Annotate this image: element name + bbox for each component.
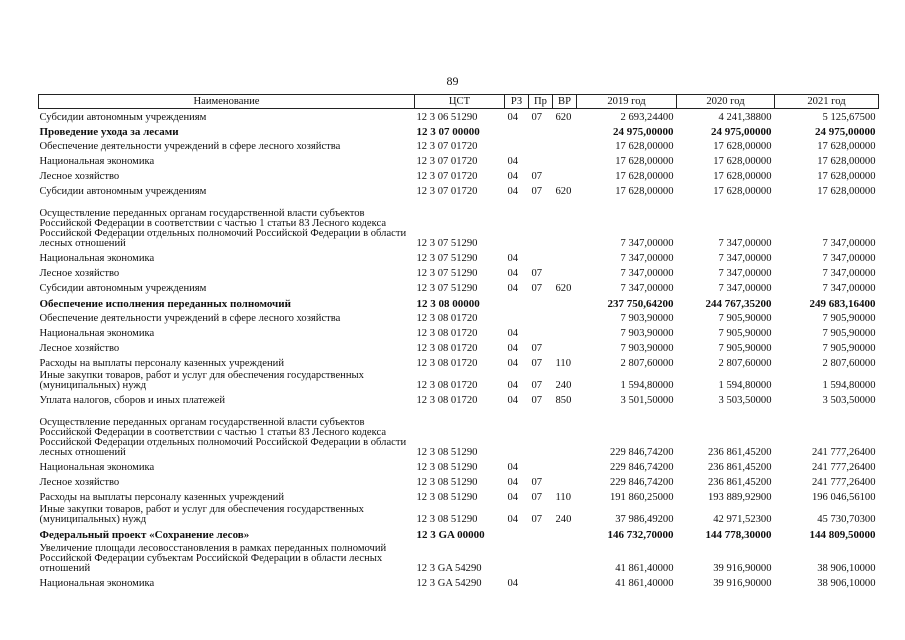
row-name: Проведение ухода за лесами: [39, 125, 179, 138]
row-pr: [529, 198, 553, 250]
row-cst: 12 3 07 01720: [416, 140, 478, 152]
row-2021: 241 777,26400: [811, 476, 876, 488]
row-2021: 17 628,00000: [817, 185, 876, 197]
table-row: [39, 153, 879, 168]
row-2020: 7 905,90000: [718, 327, 772, 339]
table-row: [39, 474, 879, 489]
row-2019: 41 861,40000: [615, 577, 674, 589]
row-name: Субсидии автономным учреждениям: [39, 282, 207, 294]
row-rz: 04: [507, 461, 519, 473]
table-row: [39, 295, 879, 310]
row-pr: 07: [531, 267, 543, 279]
row-pr: [529, 310, 553, 325]
row-name: Обеспечение деятельности учреждений в сфере лесного хозяйства: [39, 312, 341, 324]
row-2019: 17 628,00000: [615, 155, 674, 167]
table-row: [39, 489, 879, 504]
row-2019: 7 347,00000: [620, 237, 674, 249]
table-row: [39, 407, 879, 459]
row-vr: [553, 265, 577, 280]
table-row: [39, 575, 879, 590]
row-cst: 12 3 08 01720: [416, 327, 478, 339]
row-pr: 07: [531, 513, 543, 525]
row-rz: [505, 407, 529, 459]
row-2021: 38 906,10000: [817, 577, 876, 589]
row-rz: 04: [507, 170, 519, 182]
row-name: Национальная экономика: [39, 155, 155, 167]
row-2021: 7 347,00000: [822, 267, 876, 279]
row-2021: 7 347,00000: [822, 252, 876, 264]
row-cst: 12 3 07 01720: [416, 170, 478, 182]
table-row: [39, 168, 879, 183]
row-rz: 04: [507, 577, 519, 589]
row-vr: [553, 459, 577, 474]
table-header: [39, 95, 879, 109]
row-vr: [553, 250, 577, 265]
row-2020: 17 628,00000: [713, 140, 772, 152]
row-rz: [505, 198, 529, 250]
row-vr: [553, 407, 577, 459]
row-name: Федеральный проект «Сохранение лесов»: [39, 528, 250, 541]
budget-table: [38, 94, 879, 590]
table-row: [39, 541, 879, 575]
row-pr: [529, 124, 553, 138]
row-pr: 07: [531, 379, 543, 391]
row-cst: 12 3 07 51290: [416, 267, 478, 279]
row-name: Субсидии автономным учреждениям: [39, 111, 207, 123]
row-name: Национальная экономика: [39, 327, 155, 339]
row-rz: [505, 541, 529, 575]
row-rz: 04: [507, 491, 519, 503]
row-2019: 229 846,74200: [609, 461, 674, 473]
table-row: [39, 392, 879, 407]
row-cst: 12 3 07 51290: [416, 237, 478, 249]
row-2020: 7 347,00000: [718, 282, 772, 294]
row-2021: 7 905,90000: [822, 327, 876, 339]
page-number: 89: [446, 74, 459, 88]
header-rz: РЗ: [505, 95, 529, 109]
row-2020: 17 628,00000: [713, 185, 772, 197]
row-vr: [553, 310, 577, 325]
row-vr: [553, 168, 577, 183]
row-pr: 07: [531, 342, 543, 354]
row-cst: 12 3 08 01720: [416, 312, 478, 324]
row-vr: 240: [555, 379, 572, 391]
row-rz: 04: [507, 379, 519, 391]
row-2020: 17 628,00000: [713, 155, 772, 167]
row-name: Лесное хозяйство: [39, 170, 120, 182]
row-2019: 7 903,90000: [620, 342, 674, 354]
row-2020: 236 861,45200: [707, 446, 772, 458]
row-rz: 04: [507, 476, 519, 488]
row-pr: [529, 575, 553, 590]
table-row: [39, 526, 879, 541]
row-rz: 04: [507, 282, 519, 294]
table-row: [39, 459, 879, 474]
row-2021: 17 628,00000: [817, 155, 876, 167]
table-row: [39, 138, 879, 153]
row-2019: 146 732,70000: [607, 528, 674, 541]
row-cst: 12 3 07 51290: [416, 282, 478, 294]
row-cst: 12 3 08 51290: [416, 491, 478, 503]
row-cst: 12 3 07 01720: [416, 155, 478, 167]
row-cst: 12 3 08 51290: [416, 513, 478, 525]
row-2019: 7 903,90000: [620, 327, 674, 339]
row-rz: [505, 526, 529, 541]
row-rz: [505, 138, 529, 153]
header-name: Наименование: [39, 95, 415, 109]
row-cst: 12 3 08 01720: [416, 357, 478, 369]
row-name: Иные закупки товаров, работ и услуг для обеспечения государственных (муниципальных) нужд: [39, 369, 364, 391]
row-cst: 12 3 06 51290: [416, 111, 478, 123]
table-row: [39, 504, 879, 526]
row-2020: 144 778,30000: [705, 528, 772, 541]
row-name: Субсидии автономным учреждениям: [39, 185, 207, 197]
row-rz: 04: [507, 357, 519, 369]
row-2020: 236 861,45200: [707, 461, 772, 473]
row-cst: 12 3 08 51290: [416, 446, 478, 458]
header-vr: ВР: [553, 95, 577, 109]
row-2021: 38 906,10000: [817, 562, 876, 574]
row-name: Национальная экономика: [39, 461, 155, 473]
row-2020: 3 503,50000: [718, 394, 772, 406]
row-2021: 7 347,00000: [822, 282, 876, 294]
row-2019: 229 846,74200: [609, 446, 674, 458]
row-rz: [505, 310, 529, 325]
row-2020: 42 971,52300: [713, 513, 772, 525]
row-rz: 04: [507, 111, 519, 123]
row-name: Осуществление переданных органам государственной власти субъектов Российской Федерации в соответствии с частью 1 статьи 83 Лесного кодекса Российской Федерации отдельных полномочий Российской Федерации в области лесных отношений: [39, 207, 407, 249]
row-2020: 17 628,00000: [713, 170, 772, 182]
row-2019: 1 594,80000: [620, 379, 674, 391]
row-cst: 12 3 08 51290: [416, 461, 478, 473]
row-2019: 2 807,60000: [620, 357, 674, 369]
row-rz: 04: [507, 342, 519, 354]
row-vr: [553, 153, 577, 168]
row-2020: 7 905,90000: [718, 312, 772, 324]
row-cst: 12 3 08 51290: [416, 476, 478, 488]
row-vr: [553, 526, 577, 541]
row-2019: 24 975,00000: [613, 125, 674, 138]
row-2020: 2 807,60000: [718, 357, 772, 369]
row-rz: 04: [507, 155, 519, 167]
row-cst: 12 3 GA 54290: [416, 562, 482, 574]
row-vr: 620: [555, 282, 572, 294]
row-vr: [553, 138, 577, 153]
row-vr: [553, 541, 577, 575]
row-pr: 07: [531, 394, 543, 406]
row-2019: 3 501,50000: [620, 394, 674, 406]
row-cst: 12 3 08 00000: [416, 297, 480, 310]
table-row: [39, 325, 879, 340]
header-2019: 2019 год: [577, 95, 677, 109]
table-row: [39, 265, 879, 280]
row-cst: 12 3 08 01720: [416, 379, 478, 391]
row-2019: 17 628,00000: [615, 170, 674, 182]
row-vr: 850: [555, 394, 572, 406]
table-row: [39, 109, 879, 124]
row-2021: 196 046,56100: [811, 491, 876, 503]
row-2019: 237 750,64200: [607, 297, 674, 310]
row-2020: 1 594,80000: [718, 379, 772, 391]
row-2021: 3 503,50000: [822, 394, 876, 406]
table-row: [39, 370, 879, 392]
table-row: [39, 198, 879, 250]
row-2021: 7 905,90000: [822, 312, 876, 324]
row-vr: [553, 575, 577, 590]
header-pr: Пр: [529, 95, 553, 109]
row-vr: 110: [555, 357, 571, 369]
row-rz: 04: [507, 185, 519, 197]
row-rz: [505, 124, 529, 138]
row-2019: 41 861,40000: [615, 562, 674, 574]
row-2021: 24 975,00000: [815, 125, 876, 138]
row-2021: 7 905,90000: [822, 342, 876, 354]
row-pr: [529, 138, 553, 153]
row-2020: 244 767,35200: [705, 297, 772, 310]
table-row: [39, 340, 879, 355]
row-cst: 12 3 GA 00000: [416, 528, 485, 541]
row-2020: 7 347,00000: [718, 237, 772, 249]
row-name: Осуществление переданных органам государственной власти субъектов Российской Федерации в соответствии с частью 1 статьи 83 Лесного кодекса Российской Федерации отдельных полномочий Российской Федерации в области лесных отношений: [39, 416, 407, 458]
row-2020: 4 241,38800: [718, 111, 772, 123]
row-rz: 04: [507, 252, 519, 264]
row-name: Обеспечение исполнения переданных полномочий: [39, 297, 291, 310]
row-2021: 2 807,60000: [822, 357, 876, 369]
row-2021: 241 777,26400: [811, 461, 876, 473]
row-2021: 45 730,70300: [817, 513, 876, 525]
row-rz: 04: [507, 513, 519, 525]
row-2021: 7 347,00000: [822, 237, 876, 249]
row-cst: 12 3 GA 54290: [416, 577, 482, 589]
header-2021: 2021 год: [775, 95, 879, 109]
row-rz: 04: [507, 394, 519, 406]
row-name: Лесное хозяйство: [39, 476, 120, 488]
row-cst: 12 3 07 00000: [416, 125, 480, 138]
row-name: Увеличение площади лесовосстановления в рамках переданных полномочий Российской Федерации субъектам Российской Федерации в области лесных отношений: [39, 542, 387, 574]
header-cst: ЦСТ: [415, 95, 505, 109]
row-name: Уплата налогов, сборов и иных платежей: [39, 394, 226, 406]
row-2021: 17 628,00000: [817, 170, 876, 182]
row-2020: 24 975,00000: [711, 125, 772, 138]
row-pr: 07: [531, 282, 543, 294]
row-2020: 7 347,00000: [718, 252, 772, 264]
row-pr: [529, 153, 553, 168]
row-name: Обеспечение деятельности учреждений в сфере лесного хозяйства: [39, 140, 341, 152]
table-row: [39, 183, 879, 198]
row-pr: [529, 295, 553, 310]
row-pr: [529, 325, 553, 340]
row-name: Иные закупки товаров, работ и услуг для обеспечения государственных (муниципальных) нужд: [39, 503, 364, 525]
row-2019: 191 860,25000: [609, 491, 674, 503]
row-rz: 04: [507, 267, 519, 279]
row-pr: 07: [531, 111, 543, 123]
row-vr: 240: [555, 513, 572, 525]
row-pr: [529, 526, 553, 541]
row-2019: 17 628,00000: [615, 140, 674, 152]
row-2021: 1 594,80000: [822, 379, 876, 391]
row-vr: [553, 340, 577, 355]
row-vr: 620: [555, 111, 572, 123]
row-2019: 7 347,00000: [620, 267, 674, 279]
row-2021: 5 125,67500: [822, 111, 876, 123]
row-name: Расходы на выплаты персоналу казенных учреждений: [39, 491, 284, 503]
row-cst: 12 3 08 01720: [416, 342, 478, 354]
row-2020: 7 347,00000: [718, 267, 772, 279]
row-vr: [553, 198, 577, 250]
row-name: Национальная экономика: [39, 252, 155, 264]
row-2019: 2 693,24400: [620, 111, 674, 123]
row-rz: [505, 295, 529, 310]
row-vr: [553, 124, 577, 138]
table-body: [39, 109, 879, 590]
row-vr: 110: [555, 491, 571, 503]
row-name: Национальная экономика: [39, 577, 155, 589]
row-2020: 7 905,90000: [718, 342, 772, 354]
table-row: [39, 280, 879, 295]
row-vr: 620: [555, 185, 572, 197]
row-pr: 07: [531, 476, 543, 488]
row-2020: 39 916,90000: [713, 562, 772, 574]
row-2019: 37 986,49200: [615, 513, 674, 525]
row-2021: 144 809,50000: [809, 528, 876, 541]
row-2019: 229 846,74200: [609, 476, 674, 488]
row-2021: 241 777,26400: [811, 446, 876, 458]
row-pr: 07: [531, 170, 543, 182]
row-2021: 17 628,00000: [817, 140, 876, 152]
row-name: Лесное хозяйство: [39, 342, 120, 354]
row-cst: 12 3 07 51290: [416, 252, 478, 264]
row-2020: 236 861,45200: [707, 476, 772, 488]
row-vr: [553, 325, 577, 340]
row-2019: 7 903,90000: [620, 312, 674, 324]
row-2020: 193 889,92900: [707, 491, 772, 503]
header-2020: 2020 год: [677, 95, 775, 109]
row-pr: 07: [531, 357, 543, 369]
table-row: [39, 310, 879, 325]
row-pr: [529, 407, 553, 459]
row-rz: 04: [507, 327, 519, 339]
row-pr: 07: [531, 491, 543, 503]
table-row: [39, 355, 879, 370]
row-vr: [553, 474, 577, 489]
row-2019: 7 347,00000: [620, 252, 674, 264]
row-cst: 12 3 07 01720: [416, 185, 478, 197]
row-vr: [553, 295, 577, 310]
row-2019: 7 347,00000: [620, 282, 674, 294]
row-2021: 249 683,16400: [809, 297, 876, 310]
row-name: Лесное хозяйство: [39, 267, 120, 279]
table-row: [39, 124, 879, 138]
row-name: Расходы на выплаты персоналу казенных учреждений: [39, 357, 284, 369]
row-2019: 17 628,00000: [615, 185, 674, 197]
row-pr: [529, 541, 553, 575]
row-cst: 12 3 08 01720: [416, 394, 478, 406]
row-pr: 07: [531, 185, 543, 197]
row-pr: [529, 459, 553, 474]
table-row: [39, 250, 879, 265]
row-pr: [529, 250, 553, 265]
row-2020: 39 916,90000: [713, 577, 772, 589]
